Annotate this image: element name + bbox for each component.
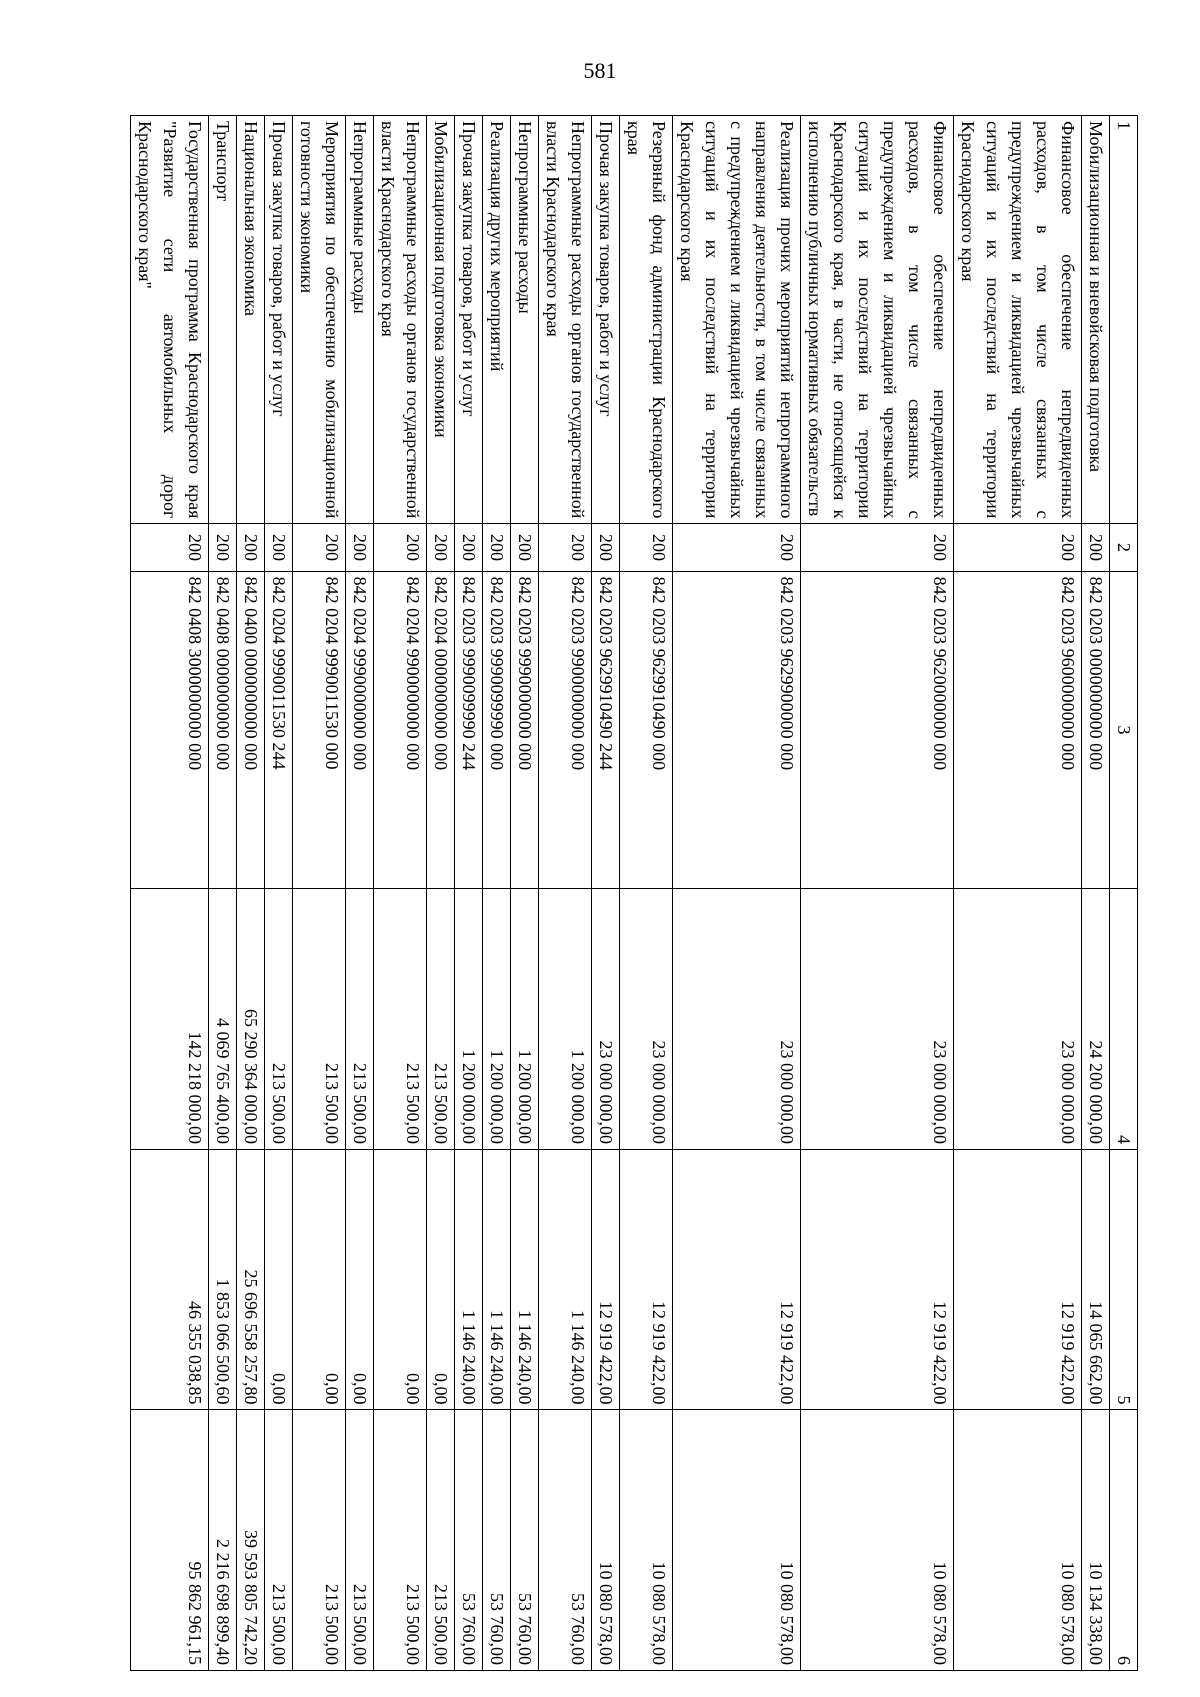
cell-kbk: 842 0203 9990099990 000 [483, 571, 511, 889]
cell-name: Реализация прочих мероприятий непрограммного направления деятельности, в том числе связанных с предупреждением и ликвидацией чрезвычайных ситуаций и их последствий на территории Краснодарского края [673, 116, 801, 524]
cell-c5: 12 919 422,00 [954, 1149, 1082, 1410]
cell-code: 200 [209, 524, 237, 571]
table-body [131, 116, 1110, 1671]
rotated-table-container [135, 115, 1138, 1671]
table-row [539, 116, 592, 1671]
table-row [374, 116, 427, 1671]
cell-c6: 213 500,00 [346, 1410, 374, 1671]
cell-c4: 1 200 000,00 [539, 889, 592, 1150]
cell-kbk: 842 0203 9629900000 000 [673, 571, 801, 889]
table-row [427, 116, 455, 1671]
page-number: 581 [583, 58, 617, 83]
table-row [293, 116, 346, 1671]
cell-c6: 53 760,00 [539, 1410, 592, 1671]
cell-kbk: 842 0203 9620000000 000 [801, 571, 954, 889]
cell-c5: 0,00 [427, 1149, 455, 1410]
table-row [801, 116, 954, 1671]
cell-c6: 95 862 961,15 [131, 1410, 209, 1671]
table-row [483, 116, 511, 1671]
cell-name: Национальная экономика [237, 116, 265, 524]
header-col-1: 1 [1110, 116, 1138, 524]
cell-c5: 12 919 422,00 [673, 1149, 801, 1410]
cell-c6: 53 760,00 [455, 1410, 483, 1671]
table-row [673, 116, 801, 1671]
cell-name: Финансовое обеспечение непредвиденных расходов, в том числе связанных с предупреждением и ликвидацией чрезвычайных ситуаций и их последствий на территории Краснодарского края, в части, не относящейся к исполнению публичных нормативных обязательств [801, 116, 954, 524]
header-col-2: 2 [1110, 524, 1138, 571]
cell-kbk: 842 0203 9600000000 000 [954, 571, 1082, 889]
table-row [455, 116, 483, 1671]
cell-name: Государственная программа Краснодарского края "Развитие сети автомобильных дорог Краснодарского края" [131, 116, 209, 524]
table-row [954, 116, 1082, 1671]
cell-name: Непрограммные расходы органов государственной власти Краснодарского края [374, 116, 427, 524]
cell-name: Транспорт [209, 116, 237, 524]
cell-c5: 1 853 066 500,60 [209, 1149, 237, 1410]
cell-code: 200 [293, 524, 346, 571]
header-row [1110, 116, 1138, 1671]
cell-c4: 23 000 000,00 [801, 889, 954, 1150]
cell-c5: 0,00 [346, 1149, 374, 1410]
cell-name: Мобилизационная и вневойсковая подготовка [1082, 116, 1110, 524]
cell-c5: 14 065 662,00 [1082, 1149, 1110, 1410]
cell-code: 200 [673, 524, 801, 571]
cell-kbk: 842 0400 0000000000 000 [237, 571, 265, 889]
cell-code: 200 [539, 524, 592, 571]
cell-c5: 1 146 240,00 [455, 1149, 483, 1410]
cell-c5: 12 919 422,00 [592, 1149, 620, 1410]
cell-c6: 213 500,00 [374, 1410, 427, 1671]
cell-c5: 0,00 [293, 1149, 346, 1410]
cell-name: Прочая закупка товаров, работ и услуг [265, 116, 293, 524]
cell-name: Реализация других мероприятий [483, 116, 511, 524]
cell-c6: 10 080 578,00 [620, 1410, 673, 1671]
cell-kbk: 842 0204 9900000000 000 [374, 571, 427, 889]
table-row [1082, 116, 1110, 1671]
cell-kbk: 842 0204 9990011530 244 [265, 571, 293, 889]
table-row [592, 116, 620, 1671]
cell-kbk: 842 0204 9990000000 000 [346, 571, 374, 889]
cell-c5: 12 919 422,00 [620, 1149, 673, 1410]
table-row [237, 116, 265, 1671]
cell-code: 200 [954, 524, 1082, 571]
cell-c6: 213 500,00 [293, 1410, 346, 1671]
table-row [265, 116, 293, 1671]
cell-name: Прочая закупка товаров, работ и услуг [455, 116, 483, 524]
cell-code: 200 [483, 524, 511, 571]
cell-name: Непрограммные расходы органов государственной власти Краснодарского края [539, 116, 592, 524]
cell-c4: 213 500,00 [374, 889, 427, 1150]
cell-kbk: 842 0203 9990000000 000 [511, 571, 539, 889]
cell-code: 200 [265, 524, 293, 571]
cell-c6: 10 080 578,00 [954, 1410, 1082, 1671]
cell-code: 200 [374, 524, 427, 571]
header-col-3: 3 [1110, 571, 1138, 889]
cell-c4: 1 200 000,00 [483, 889, 511, 1150]
cell-c4: 213 500,00 [427, 889, 455, 1150]
cell-c5: 1 146 240,00 [539, 1149, 592, 1410]
cell-code: 200 [237, 524, 265, 571]
cell-c6: 10 080 578,00 [592, 1410, 620, 1671]
cell-name: Резервный фонд администрации Краснодарского края [620, 116, 673, 524]
cell-code: 200 [511, 524, 539, 571]
cell-c6: 39 593 805 742,20 [237, 1410, 265, 1671]
cell-c4: 23 000 000,00 [620, 889, 673, 1150]
cell-c6: 10 080 578,00 [801, 1410, 954, 1671]
cell-c6: 53 760,00 [511, 1410, 539, 1671]
cell-c6: 10 134 338,00 [1082, 1410, 1110, 1671]
cell-code: 200 [592, 524, 620, 571]
cell-c6: 10 080 578,00 [673, 1410, 801, 1671]
cell-c4: 4 069 765 400,00 [209, 889, 237, 1150]
cell-name: Мероприятия по обеспечению мобилизационной готовности экономики [293, 116, 346, 524]
cell-code: 200 [455, 524, 483, 571]
cell-name: Непрограммные расходы [511, 116, 539, 524]
cell-code: 200 [1082, 524, 1110, 571]
cell-c4: 1 200 000,00 [511, 889, 539, 1150]
cell-kbk: 842 0203 0000000000 000 [1082, 571, 1110, 889]
cell-kbk: 842 0203 9990099990 244 [455, 571, 483, 889]
cell-kbk: 842 0408 0000000000 000 [209, 571, 237, 889]
cell-name: Мобилизационная подготовка экономики [427, 116, 455, 524]
cell-c4: 1 200 000,00 [455, 889, 483, 1150]
cell-kbk: 842 0204 0000000000 000 [427, 571, 455, 889]
cell-c5: 0,00 [374, 1149, 427, 1410]
cell-c6: 213 500,00 [427, 1410, 455, 1671]
cell-code: 200 [131, 524, 209, 571]
table-row [131, 116, 209, 1671]
table-row [209, 116, 237, 1671]
cell-c6: 2 216 698 899,40 [209, 1410, 237, 1671]
cell-c6: 213 500,00 [265, 1410, 293, 1671]
cell-c5: 25 696 558 257,80 [237, 1149, 265, 1410]
table-row [511, 116, 539, 1671]
cell-c5: 46 355 038,85 [131, 1149, 209, 1410]
cell-code: 200 [801, 524, 954, 571]
cell-kbk: 842 0203 9900000000 000 [539, 571, 592, 889]
cell-c5: 1 146 240,00 [483, 1149, 511, 1410]
cell-code: 200 [620, 524, 673, 571]
cell-kbk: 842 0203 9629910490 000 [620, 571, 673, 889]
header-col-4: 4 [1110, 889, 1138, 1150]
cell-kbk: 842 0203 9629910490 244 [592, 571, 620, 889]
cell-kbk: 842 0204 9990011530 000 [293, 571, 346, 889]
cell-c4: 65 290 364 000,00 [237, 889, 265, 1150]
cell-c4: 213 500,00 [265, 889, 293, 1150]
header-col-6: 6 [1110, 1410, 1138, 1671]
cell-c4: 23 000 000,00 [592, 889, 620, 1150]
table-row [346, 116, 374, 1671]
cell-c4: 213 500,00 [346, 889, 374, 1150]
cell-c6: 53 760,00 [483, 1410, 511, 1671]
cell-kbk: 842 0408 3000000000 000 [131, 571, 209, 889]
cell-c4: 24 200 000,00 [1082, 889, 1110, 1150]
table-row [620, 116, 673, 1671]
cell-c5: 12 919 422,00 [801, 1149, 954, 1410]
cell-c4: 213 500,00 [293, 889, 346, 1150]
cell-c4: 23 000 000,00 [954, 889, 1082, 1150]
cell-c5: 1 146 240,00 [511, 1149, 539, 1410]
cell-code: 200 [346, 524, 374, 571]
cell-code: 200 [427, 524, 455, 571]
cell-name: Прочая закупка товаров, работ и услуг [592, 116, 620, 524]
cell-name: Непрограммные расходы [346, 116, 374, 524]
cell-c4: 142 218 000,00 [131, 889, 209, 1150]
cell-name: Финансовое обеспечение непредвиденных расходов, в том числе связанных с предупреждением и ликвидацией чрезвычайных ситуаций и их последствий на территории Краснодарского края [954, 116, 1082, 524]
cell-c4: 23 000 000,00 [673, 889, 801, 1150]
cell-c5: 0,00 [265, 1149, 293, 1410]
budget-table [130, 115, 1138, 1671]
header-col-5: 5 [1110, 1149, 1138, 1410]
